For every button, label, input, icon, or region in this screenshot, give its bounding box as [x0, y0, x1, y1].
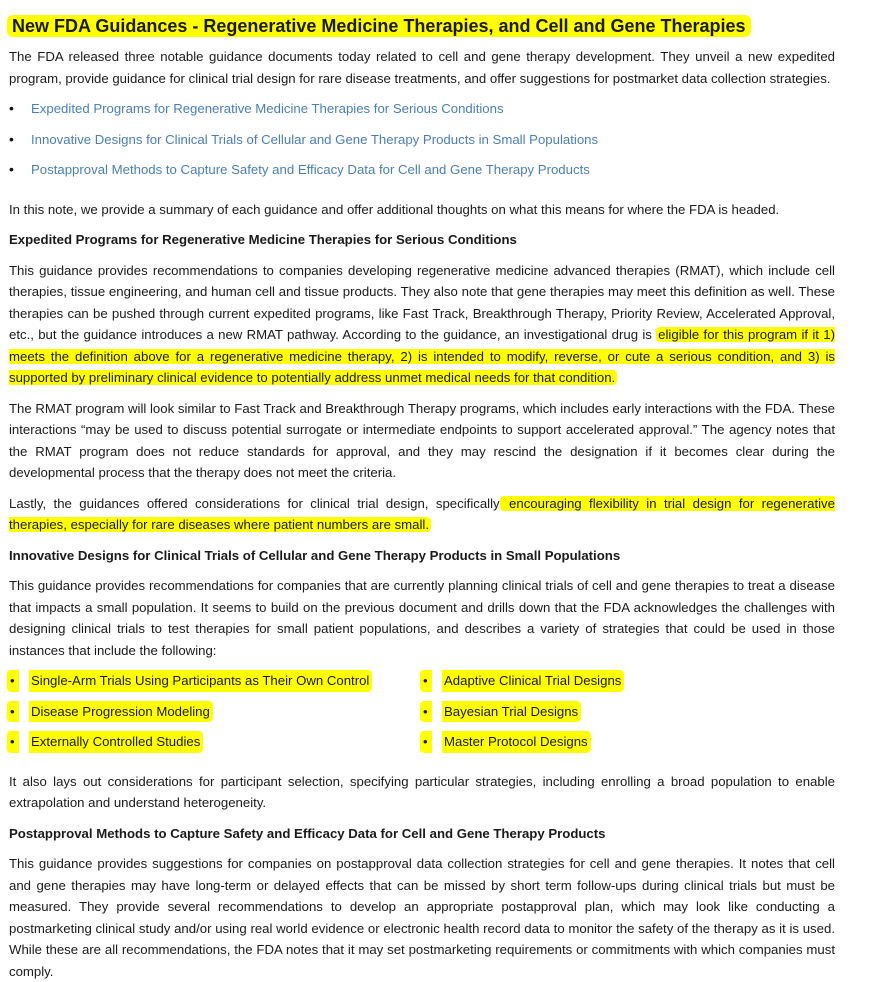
highlighted-text: encouraging flexibility in trial design for regenerative therapies, especially for rare diseases where patient numbers are small. — [9, 495, 835, 532]
list-item: • Disease Progression Modeling — [9, 701, 422, 732]
section-heading-innovative-designs: Innovative Designs for Clinical Trials of Cellular and Gene Therapy Products in Small Populations — [9, 547, 621, 563]
list-item: • Adaptive Clinical Trial Designs — [422, 670, 835, 701]
section-paragraph: This guidance provides suggestions for companies on postapproval data collection strategies for cell and gene therapies. It notes that cell and gene therapies may have long-term or delayed effects that can be missed by short term follow-ups during clinical trials but must be measured. They provide several recommendations to develop an appropriate postapproval plan, which may look like conducting a postmarketing clinical study and/or using real world evidence or electronic health record data to monitor the safety of the therapy as it is used. While these are all recommendations, the FDA notes that it may set postmarketing requirements or commitments with which companies must comply. — [9, 856, 835, 979]
bullet-icon: • — [9, 130, 14, 147]
list-item: • Externally Controlled Studies — [9, 731, 422, 762]
guidance-link-innovative-designs[interactable]: Innovative Designs for Clinical Trials of Cellular and Gene Therapy Products in Small Populations — [31, 131, 599, 147]
bullet-icon: • — [420, 731, 432, 753]
summary-note: In this note, we provide a summary of each guidance and offer additional thoughts on what this means for where the FDA is headed. — [9, 201, 780, 217]
guidance-link-postapproval[interactable]: Postapproval Methods to Capture Safety and Efficacy Data for Cell and Gene Therapy Products — [31, 162, 590, 177]
list-item — [9, 98, 835, 129]
document-title: New FDA Guidances - Regenerative Medicine Therapies, and Cell and Gene Therapies — [7, 12, 835, 40]
guidance-link-list — [9, 98, 835, 190]
highlighted-text: eligible for this program if it 1) meets the definition above for a regenerative medicine therapy, 2) is intended to modify, reverse, or cute a serious condition, and 3) is supported by preliminary clinical evidence to potentially address unmet medical needs for that condition. — [9, 327, 835, 385]
bullet-icon: • — [9, 161, 14, 177]
list-item: • Bayesian Trial Designs — [422, 701, 835, 732]
section-paragraph: It also lays out considerations for participant selection, specifying particular strategies, including enrolling a broad population to enable extrapolation and understand heterogeneity. — [9, 773, 835, 810]
section-paragraph: This guidance provides recommendations to companies developing regenerative medicine advanced therapies (RMAT), which include cell therapies, tissue engineering, and human cell and tissue products. They also note that gene therapies may meet this definition as well. These therapies can be pushed through current expedited programs, like Fast Track, Breakthrough Therapy, Priority Review, Accelerated Approval, etc., but the guidance introduces a new RMAT pathway. According to the guidance, an investigational drug is eligible for this program if it 1) meets the definition above for a regenerative medicine therapy, 2) is intended to modify, reverse, or cute a serious condition, and 3) is supported by preliminary clinical evidence to potentially address unmet medical needs for that condition. — [9, 262, 835, 385]
bullet-icon: • — [9, 100, 14, 116]
bullet-icon: • — [7, 670, 19, 692]
list-item: • Single-Arm Trials Using Participants as Their Own Control — [9, 670, 422, 701]
intro-paragraph: The FDA released three notable guidance documents today related to cell and gene therapy development. They unveil a new expedited program, provide guidance for clinical trial design for rare disease treatments, and offer suggestions for postmarket data collection strategies. — [9, 49, 835, 86]
list-item — [9, 129, 835, 160]
section-paragraph: The RMAT program will look similar to Fast Track and Breakthrough Therapy programs, which includes early interactions with the FDA. These interactions “may be used to discuss potential surrogate or intermediate endpoints to support accelerated approval.” The agency notes that the RMAT program does not reduce standards for approval, and they may rescind the designation if it becomes clear during the developmental process that the therapy does not meet the criteria. — [9, 400, 835, 480]
section-paragraph: Lastly, the guidances offered considerations for clinical trial design, specifically encouraging flexibility in trial design for regenerative therapies, especially for rare diseases where patient numbers are small. — [9, 495, 835, 532]
list-item: • Master Protocol Designs — [422, 731, 835, 762]
strategy-list-right — [422, 670, 835, 762]
list-item — [9, 159, 835, 190]
strategy-list-left — [9, 670, 422, 762]
bullet-icon: • — [7, 701, 19, 723]
section-heading-expedited: Expedited Programs for Regenerative Medicine Therapies for Serious Conditions — [9, 232, 517, 247]
guidance-link-expedited[interactable]: Expedited Programs for Regenerative Medicine Therapies for Serious Conditions — [31, 101, 504, 116]
strategy-list — [9, 670, 835, 762]
section-heading-postapproval: Postapproval Methods to Capture Safety and Efficacy Data for Cell and Gene Therapy Products — [9, 825, 606, 841]
section-paragraph: This guidance provides recommendations for companies that are currently planning clinical trials of cell and gene therapies to treat a disease that impacts a small population. It seems to build on the previous document and drills down that the FDA acknowledges the challenges with designing clinical trials to test therapies for small patient populations, and describes a variety of strategies that could be used in those instances that include the following: — [9, 578, 835, 658]
bullet-icon: • — [420, 670, 432, 692]
bullet-icon: • — [420, 701, 432, 723]
bullet-icon: • — [7, 731, 19, 753]
